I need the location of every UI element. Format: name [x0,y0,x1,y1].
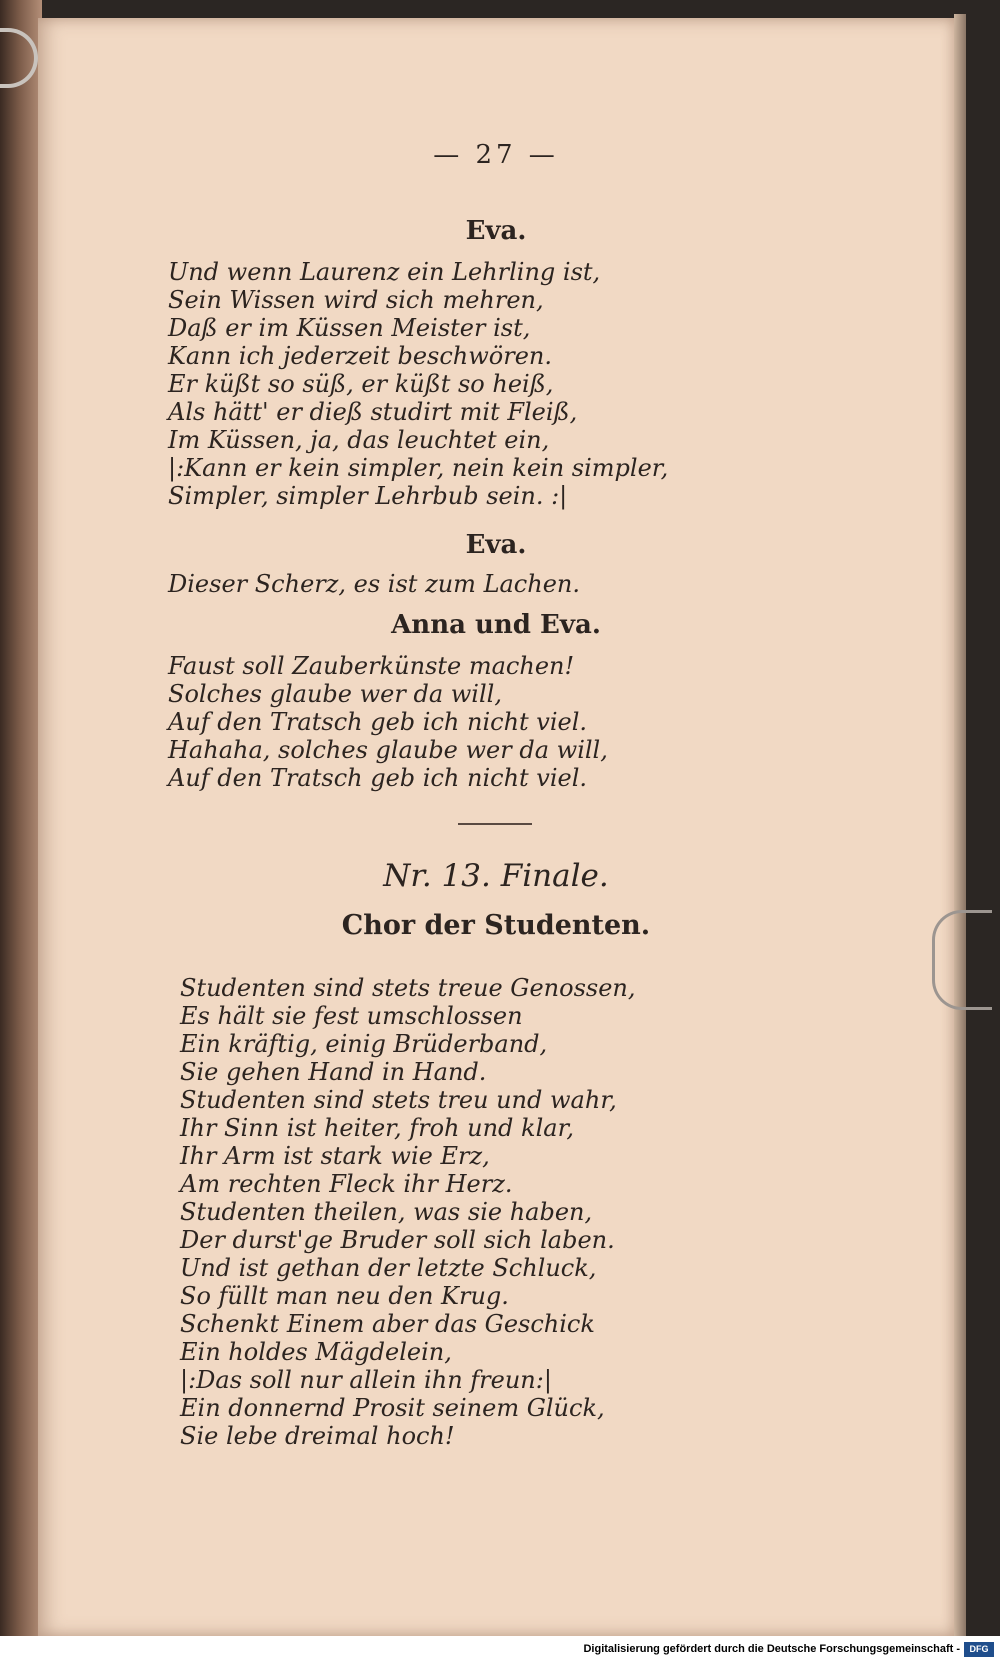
page-edge [954,14,966,1636]
verse-line: Ihr Arm ist stark wie Erz, [180,1142,490,1170]
verse-line: |:Kann er kein simpler, nein kein simpler, [168,454,669,482]
verse-line: Am rechten Fleck ihr Herz. [180,1170,513,1198]
book-spine [0,0,42,1636]
verse-line: Und wenn Laurenz ein Lehrling ist, [168,258,601,286]
footer-bar [0,1636,1000,1665]
verse-line: Auf den Tratsch geb ich nicht viel. [168,708,588,736]
page-content [38,18,954,1636]
verse-line: Und ist gethan der letzte Schluck, [180,1254,597,1282]
verse-line: Auf den Tratsch geb ich nicht viel. [168,764,588,792]
verse-line: |:Das soll nur allein ihn freun:| [180,1366,552,1394]
verse-line: Sie gehen Hand in Hand. [180,1058,487,1086]
verse-line: Sein Wissen wird sich mehren, [168,286,544,314]
verse-line: Er küßt so süß, er küßt so heiß, [168,370,554,398]
verse-line: Kann ich jederzeit beschwören. [168,342,552,370]
verse-line: Hahaha, solches glaube wer da will, [168,736,608,764]
verse-line: Solches glaube wer da will, [168,680,502,708]
verse-block-1 [168,258,668,510]
verse-line: Sie lebe dreimal hoch! [180,1422,455,1450]
verse-line: Ihr Sinn ist heiter, froh und klar, [180,1114,575,1142]
page-number: — 27 — [433,140,559,170]
section-divider [458,823,532,825]
speaker-heading: Eva. [465,530,527,560]
verse-block-2 [168,570,580,598]
verse-line: Ein holdes Mägdelein, [180,1338,452,1366]
verse-line: Studenten theilen, was sie haben, [180,1198,593,1226]
verse-block-3 [168,652,608,792]
verse-line: Ein kräftig, einig Brüderband, [180,1030,548,1058]
verse-line: Als hätt' er dieß studirt mit Fleiß, [168,398,578,426]
page-clip-right [932,910,992,1010]
verse-line: Es hält sie fest umschlossen [180,1002,523,1030]
dfg-logo-icon: DFG [964,1642,994,1657]
verse-line: Daß er im Küssen Meister ist, [168,314,531,342]
verse-line: Simpler, simpler Lehrbub sein. :| [168,482,568,510]
verse-line: Ein donnernd Prosit seinem Glück, [180,1394,605,1422]
verse-line: Der durst'ge Bruder soll sich laben. [180,1226,615,1254]
verse-line: Studenten sind stets treue Genossen, [180,974,636,1002]
section-subtitle: Chor der Studenten. [341,910,651,941]
verse-line: Schenkt Einem aber das Geschick [180,1310,595,1338]
section-title: Nr. 13. Finale. [383,858,609,894]
verse-line: Faust soll Zauberkünste machen! [168,652,575,680]
book-page [38,18,954,1636]
verse-line: Dieser Scherz, es ist zum Lachen. [168,570,580,598]
funding-credit: Digitalisierung gefördert durch die Deutsche Forschungsgemeinschaft - [583,1643,960,1655]
speaker-heading: Anna und Eva. [391,610,601,640]
verse-line: Studenten sind stets treu und wahr, [180,1086,617,1114]
verse-block-finale [180,974,636,1450]
speaker-heading: Eva. [465,216,527,246]
verse-line: Im Küssen, ja, das leuchtet ein, [168,426,550,454]
verse-line: So füllt man neu den Krug. [180,1282,509,1310]
